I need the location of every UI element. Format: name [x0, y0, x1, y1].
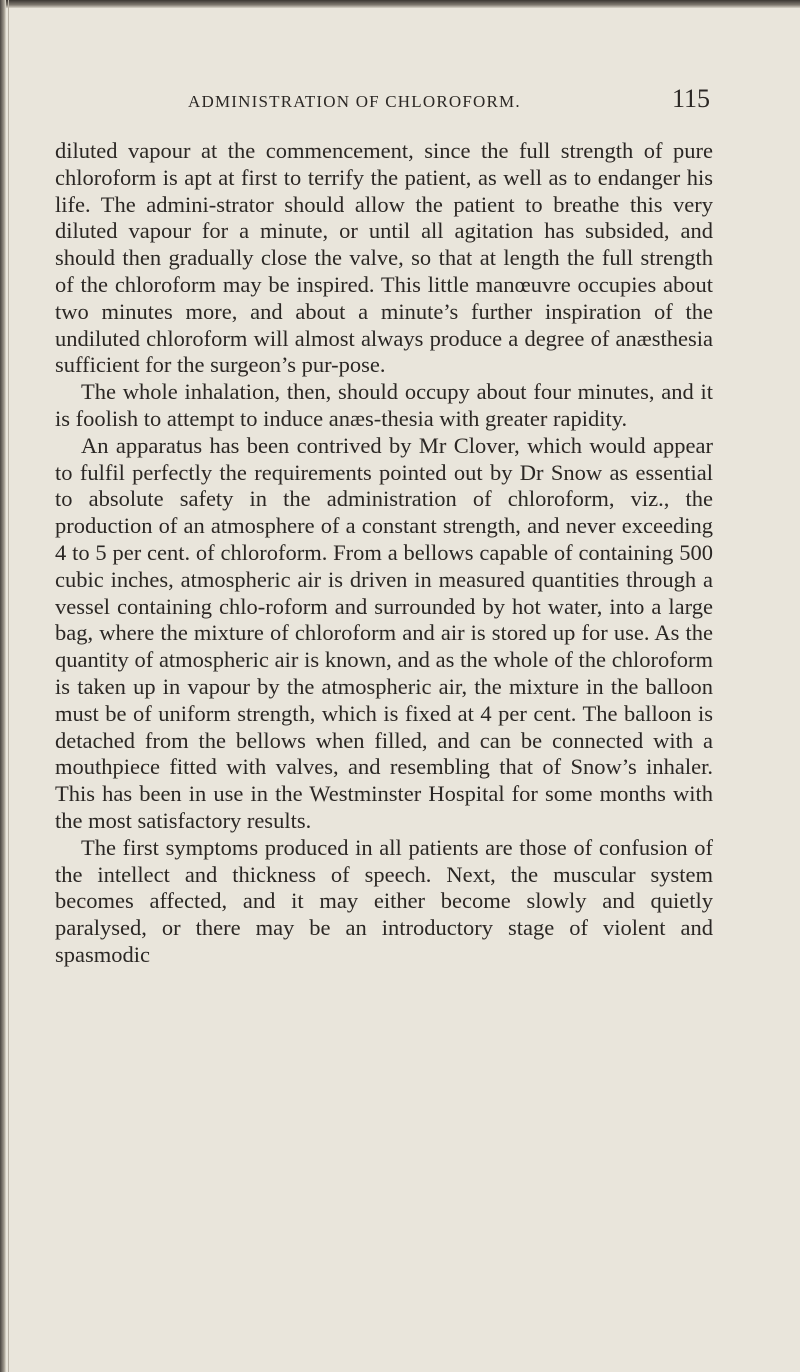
running-head: [140, 84, 710, 128]
page-number: 115: [671, 84, 710, 113]
running-title: ADMINISTRATION OF CHLOROFORM.: [188, 92, 521, 111]
paragraph-3: An apparatus has been contrived by Mr Clover, which would appear to fulfil perfectly the requirements pointed out by Dr Snow as essential to absolute safety in the administration of chloroform, viz., the production of an atmosphere of a constant strength, and never exceeding 4 to 5 per cent. of chloroform. From a bellows capable of containing 500 cubic inches, atmospheric air is driven in measured quantities through a vessel containing chlo-roform and surrounded by hot water, into a large bag, where the mixture of chloroform and air is stored up for use. As the quantity of atmospheric air is known, and as the whole of the chloroform is taken up in vapour by the atmospheric air, the mixture in the balloon must be of uniform strength, which is fixed at 4 per cent. The balloon is detached from the bellows when filled, and can be connected with a mouthpiece fitted with valves, and resembling that of Snow’s inhaler. This has been in use in the Westminster Hospital for some months with the most satisfactory results.: [55, 432, 713, 833]
paragraph-4: The first symptoms produced in all patients are those of confusion of the intellect and thickness of speech. Next, the muscular system becomes affected, and it may either become slowly and quietly paralysed, or there may be an introductory stage of violent and spasmodic: [55, 834, 713, 967]
paragraph-1: diluted vapour at the commencement, since the full strength of pure chloroform is apt at first to terrify the patient, as well as to endanger his life. The admini-strator should allow the patient to breathe this very diluted vapour for a minute, or until all agitation has subsided, and should then gradually close the valve, so that at length the full strength of the chloroform may be inspired. This little manœuvre occupies about two minutes more, and about a minute’s further inspiration of the undiluted chloroform will almost always produce a degree of anæsthesia sufficient for the surgeon’s pur-pose.: [55, 138, 713, 378]
body-text: [55, 138, 713, 969]
paragraph-2: The whole inhalation, then, should occupy about four minutes, and it is foolish to attempt to induce anæs-thesia with greater rapidity.: [55, 379, 713, 431]
